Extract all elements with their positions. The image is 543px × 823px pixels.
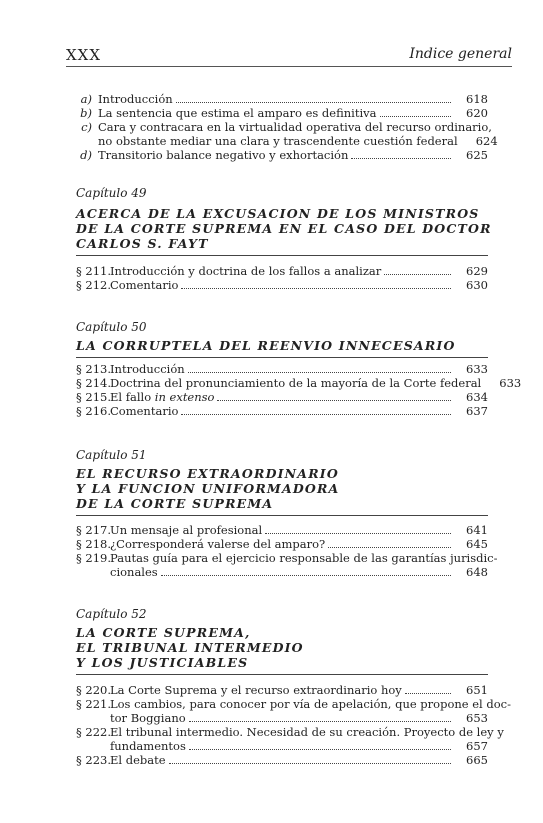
entry-prefix: b): [80, 106, 92, 120]
toc-entry[interactable]: [76, 523, 488, 537]
entry-prefix: a): [80, 92, 92, 106]
italic-phrase: in extenso: [154, 390, 215, 404]
intro-section: [76, 92, 498, 162]
entry-page: 648: [466, 565, 488, 579]
entry-page: 641: [466, 523, 488, 537]
entry-page: 653: [466, 711, 488, 725]
entry-title: Introducción y doctrina de los fallos a analizar: [110, 264, 382, 278]
toc-entry[interactable]: [76, 120, 498, 148]
entry-page: 633: [499, 376, 522, 390]
entry-page: 625: [466, 148, 488, 162]
entry-prefix: § 211.: [76, 264, 112, 278]
chapter-number: Capítulo 51: [76, 448, 147, 462]
entry-prefix: § 221.: [76, 697, 112, 711]
toc-entry[interactable]: [76, 753, 488, 767]
entry-title: La sentencia que estima el amparo es definitiva: [98, 106, 377, 120]
entry-title: Cara y contracara en la virtualidad operativa del recurso ordinario,: [98, 120, 492, 134]
chapter-entries: [76, 264, 488, 292]
entry-title: Introducción: [98, 92, 173, 106]
entry-title: Pautas guía para el ejercicio responsable de las garantías jurisdic-: [110, 551, 498, 565]
chapter-number: Capítulo 52: [76, 607, 147, 621]
entry-title: Transitorio balance negativo y exhortación: [98, 148, 349, 162]
entry-prefix: § 222.: [76, 725, 112, 739]
entry-title: El fallo in extenso: [110, 390, 215, 404]
chapter-number: Capítulo 50: [76, 320, 147, 334]
toc-entry[interactable]: [76, 697, 511, 725]
entry-title: Introducción: [110, 362, 185, 376]
roman-page-number: XXX: [66, 46, 102, 64]
toc-entry[interactable]: [76, 264, 488, 278]
toc-entry[interactable]: [76, 683, 488, 697]
entry-page: 620: [466, 106, 488, 120]
entry-page: 629: [466, 264, 488, 278]
chapter-title: [76, 338, 488, 358]
entry-title: Comentario: [110, 278, 179, 292]
chapter-title-line: EL RECURSO EXTRAORDINARIO: [76, 466, 339, 481]
chapter-title-line: Y LOS JUSTICIABLES: [76, 655, 249, 670]
entry-title-cont: fundamentos: [110, 739, 186, 753]
chapter-title-line: EL TRIBUNAL INTERMEDIO: [76, 640, 304, 655]
toc-entry[interactable]: [76, 362, 488, 376]
entry-title: La Corte Suprema y el recurso extraordinario hoy: [110, 683, 402, 697]
entry-page: 624: [475, 134, 498, 148]
entry-page: 634: [466, 390, 488, 404]
page-header: [66, 44, 512, 67]
toc-entry[interactable]: [76, 537, 488, 551]
toc-entry[interactable]: [76, 92, 488, 106]
entry-title: ¿Corresponderá valerse del amparo?: [110, 537, 326, 551]
chapter-title-line: LA CORRUPTELA DEL REENVIO INNECESARIO: [76, 338, 456, 353]
toc-entry[interactable]: [76, 404, 488, 418]
running-title: Indice general: [409, 46, 512, 62]
toc-entry[interactable]: [76, 106, 488, 120]
entry-page: 651: [466, 683, 488, 697]
entry-page: 665: [466, 753, 488, 767]
chapter-title-line: DE LA CORTE SUPREMA EN EL CASO DEL DOCTOR: [76, 221, 492, 236]
entry-title: El debate: [110, 753, 166, 767]
toc-entry[interactable]: [76, 725, 504, 753]
entry-prefix: § 213.: [76, 362, 112, 376]
chapter-title-line: CARLOS S. FAYT: [76, 236, 209, 251]
chapter-title: [76, 625, 488, 675]
toc-entry[interactable]: [76, 148, 488, 162]
toc-entry[interactable]: [76, 390, 488, 404]
entry-title: El tribunal intermedio. Necesidad de su creación. Proyecto de ley y: [110, 725, 504, 739]
entry-prefix: § 218.: [76, 537, 112, 551]
entry-page: 657: [466, 739, 488, 753]
entry-title: Comentario: [110, 404, 179, 418]
entry-prefix: d): [80, 148, 92, 162]
toc-entry[interactable]: [76, 376, 522, 390]
chapter-entries: [76, 362, 522, 418]
toc-entry[interactable]: [76, 278, 488, 292]
entry-prefix: § 217.: [76, 523, 112, 537]
chapter-title-line: DE LA CORTE SUPREMA: [76, 496, 274, 511]
entry-prefix: § 219.: [76, 551, 112, 565]
chapter-entries: [76, 523, 498, 579]
entry-prefix: § 215.: [76, 390, 112, 404]
entry-title: Doctrina del pronunciamiento de la mayoría de la Corte federal: [110, 376, 482, 390]
entry-title: Los cambios, para conocer por vía de apelación, que propone el doc-: [110, 697, 511, 711]
entry-page: 637: [466, 404, 488, 418]
entry-page: 618: [466, 92, 488, 106]
entry-page: 645: [466, 537, 488, 551]
toc-entry[interactable]: [76, 551, 498, 579]
entry-title-cont: cionales: [110, 565, 158, 579]
entry-prefix: c): [81, 120, 92, 134]
chapter-title: [76, 466, 488, 516]
entry-page: 633: [466, 362, 488, 376]
entry-title-cont: no obstante mediar una clara y trascendente cuestión federal: [98, 134, 458, 148]
chapter-title: [76, 206, 492, 256]
entry-title-cont: tor Boggiano: [110, 711, 186, 725]
chapter-entries: [76, 683, 511, 767]
chapter-title-line: LA CORTE SUPREMA,: [76, 625, 251, 640]
entry-prefix: § 212.: [76, 278, 112, 292]
chapter-title-line: Y LA FUNCION UNIFORMADORA: [76, 481, 340, 496]
chapter-title-line: ACERCA DE LA EXCUSACION DE LOS MINISTROS: [76, 206, 480, 221]
chapter-number: Capítulo 49: [76, 186, 147, 200]
entry-prefix: § 220.: [76, 683, 112, 697]
entry-page: 630: [466, 278, 488, 292]
entry-prefix: § 223.: [76, 753, 112, 767]
entry-prefix: § 216.: [76, 404, 112, 418]
entry-prefix: § 214.: [76, 376, 112, 390]
entry-title: Un mensaje al profesional: [110, 523, 263, 537]
